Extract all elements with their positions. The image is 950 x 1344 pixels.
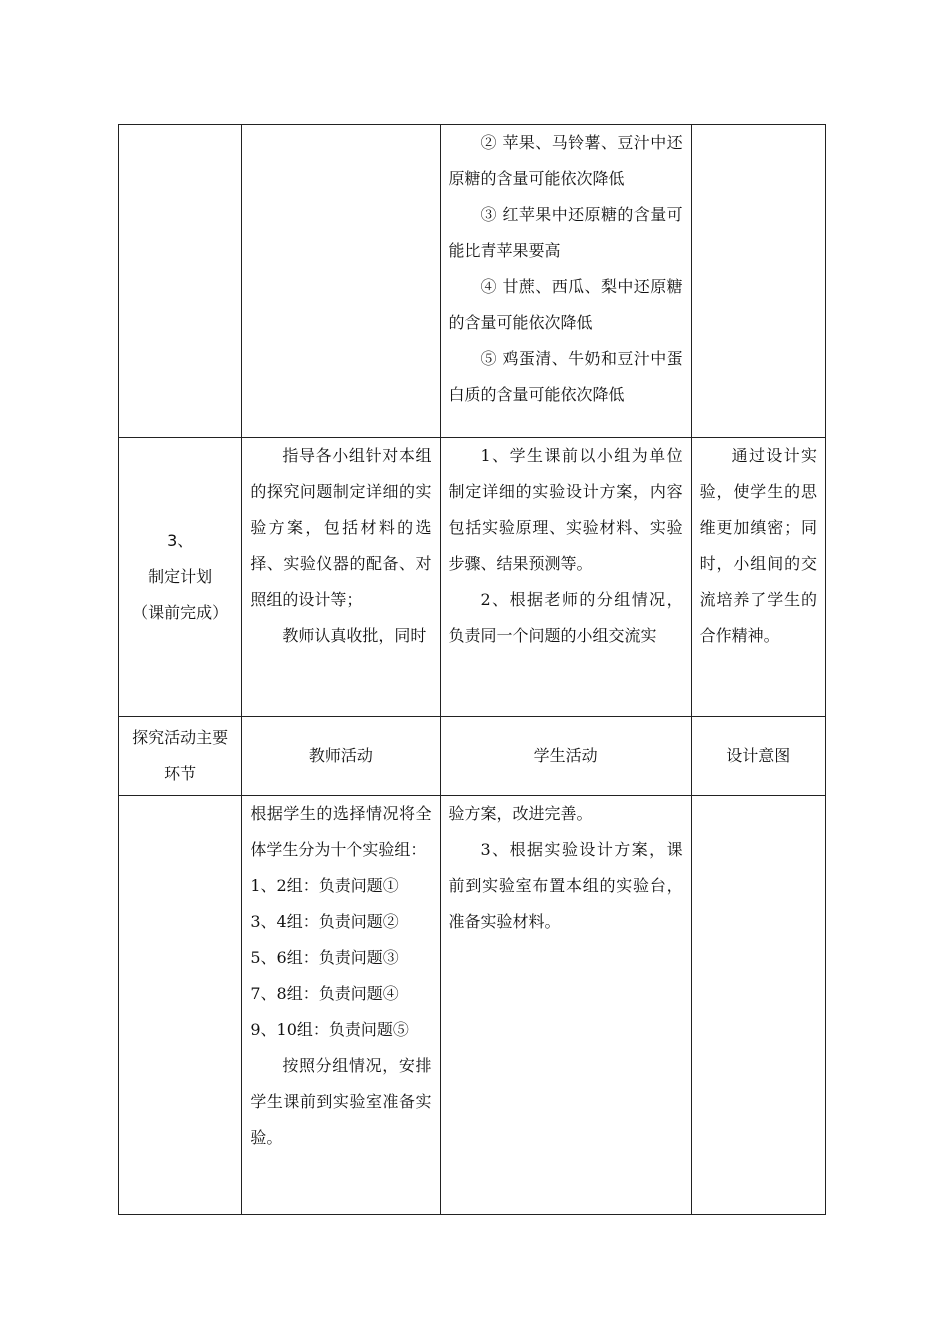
stage-cell-empty	[119, 796, 242, 1215]
hypothesis-5: ⑤ 鸡蛋清、牛奶和豆汁中蛋白质的含量可能依次降低	[448, 349, 683, 404]
student-paragraph: 1、学生课前以小组为单位制定详细的实验设计方案，内容包括实验原理、实验材料、实验步骤、结果预测等。	[448, 446, 683, 573]
stage-cell	[119, 438, 242, 717]
hypothesis-3: ③ 红苹果中还原糖的含量可能比青苹果要高	[448, 205, 683, 260]
teacher-paragraph: 教师认真收批，同时	[282, 626, 427, 645]
table-row	[119, 438, 826, 717]
teacher-activity-cell	[242, 796, 440, 1215]
stage-note: （课前完成）	[132, 603, 229, 622]
stage-number: 3、	[167, 531, 194, 550]
stage-name: 制定计划	[148, 567, 213, 586]
group-item: 9、10组：负责问题⑤	[250, 1020, 409, 1039]
header-student: 学生活动	[440, 717, 691, 796]
student-activity-cell	[440, 125, 691, 438]
student-activity-cell	[440, 796, 691, 1215]
student-paragraph: 验方案，改进完善。	[448, 804, 593, 823]
hypothesis-2: ② 苹果、马铃薯、豆汁中还原糖的含量可能依次降低	[448, 133, 683, 188]
header-stage-line1: 探究活动主要	[132, 728, 229, 747]
teacher-intro: 根据学生的选择情况将全体学生分为十个实验组：	[250, 804, 432, 859]
table-row	[119, 796, 826, 1215]
header-stage	[119, 717, 242, 796]
stage-cell-empty	[119, 125, 242, 438]
intent-cell-empty	[691, 125, 825, 438]
group-item: 1、2组：负责问题①	[250, 876, 399, 895]
student-activity-cell	[440, 438, 691, 717]
table-row	[119, 125, 826, 438]
group-item: 5、6组：负责问题③	[250, 948, 399, 967]
header-intent: 设计意图	[691, 717, 825, 796]
group-item: 3、4组：负责问题②	[250, 912, 399, 931]
group-item: 7、8组：负责问题④	[250, 984, 399, 1003]
header-stage-line2: 环节	[164, 764, 197, 783]
student-paragraph: 3、根据实验设计方案，课前到实验室布置本组的实验台，准备实验材料。	[448, 840, 683, 931]
header-teacher: 教师活动	[242, 717, 440, 796]
hypothesis-4: ④ 甘蔗、西瓜、梨中还原糖的含量可能依次降低	[448, 277, 683, 332]
teacher-end: 按照分组情况，安排学生课前到实验室准备实验。	[250, 1056, 432, 1147]
design-intent-cell	[691, 438, 825, 717]
intent-cell-empty	[691, 796, 825, 1215]
student-paragraph: 2、根据老师的分组情况，负责同一个问题的小组交流实	[448, 590, 683, 645]
teacher-paragraph: 指导各小组针对本组的探究问题制定详细的实验方案，包括材料的选择、实验仪器的配备、对照组的设计等；	[250, 446, 432, 609]
intent-paragraph: 通过设计实验，使学生的思维更加缜密；同时，小组间的交流培养了学生的合作精神。	[699, 446, 817, 645]
header-row	[119, 717, 826, 796]
teacher-activity-cell	[242, 438, 440, 717]
teacher-cell-empty	[242, 125, 440, 438]
lesson-plan-table	[118, 124, 826, 1215]
